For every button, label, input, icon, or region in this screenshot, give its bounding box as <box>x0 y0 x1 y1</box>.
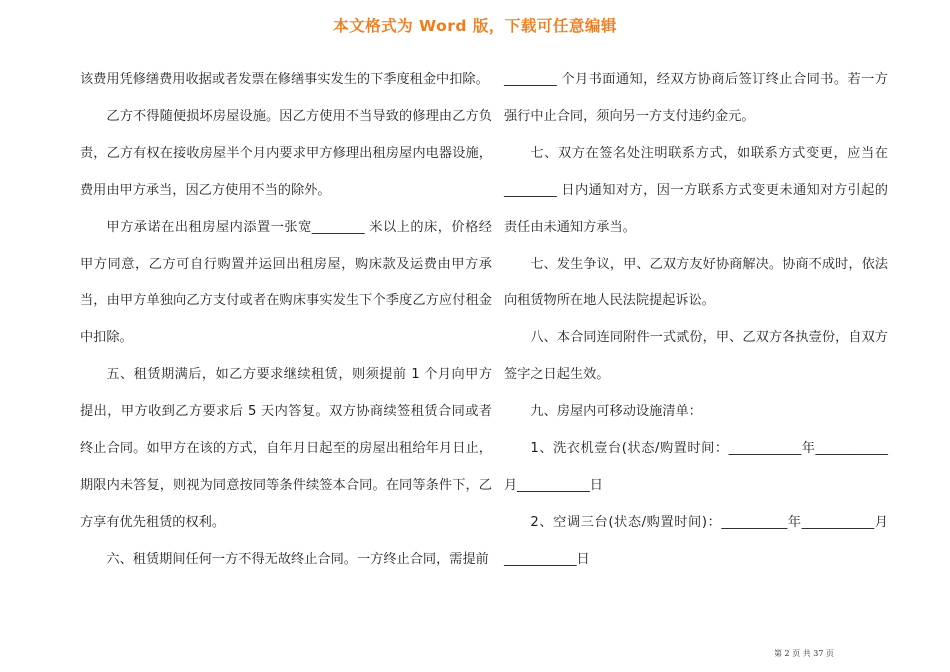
paragraph: 七、发生争议，甲、乙双方友好协商解决。协商不成时，依法向租赁物所在地人民法院提起诉讼。 <box>504 256 888 309</box>
paragraph: ________ 个月书面通知，经双方协商后签订终止合同书。若一方强行中止合同，须向另一方支付违约金元。 <box>504 72 888 124</box>
page-number: 第 2 页 共 37 页 <box>774 649 834 658</box>
paragraph: 甲方承诺在出租房屋内添置一张宽________ 米以上的床，价格经甲方同意，乙方可自行购置并运回出租房屋，购床款及运费由甲方承当，由甲方单独向乙方支付或者在购床事实发生下个季度乙方应付租金中扣除。 <box>80 219 492 346</box>
paragraph: 五、租赁期满后，如乙方要求继续租赁，则须提前 1 个月向甲方提出，甲方收到乙方要求后 5 天内答复。双方协商续签租赁合同或者终止合同。如甲方在该的方式，自年月日起至的房屋出租给年月日止，期限内未答复，则视为同意按同等条件续签本合同。在同等条件下，乙方享有优先租赁的权利。 <box>80 367 492 530</box>
paragraph: 六、租赁期间任何一方不得无故终止合同。一方终止合同，需提前 <box>106 551 489 567</box>
editable-format-banner: 本文格式为 Word 版，下载可任意编辑 <box>333 17 617 35</box>
paragraph: 1、洗衣机壹台(状态/购置时间：___________年___________月___________日 <box>504 441 888 493</box>
paragraph: 乙方不得随便损坏房屋设施。因乙方使用不当导致的修理由乙方负责，乙方有权在接收房屋半个月内要求甲方修理出租房屋内电器设施，费用由甲方承当，因乙方使用不当的除外。 <box>80 108 492 198</box>
right-text-column <box>504 62 888 579</box>
left-text-column <box>80 62 492 579</box>
paragraph: 七、双方在签名处注明联系方式，如联系方式变更，应当在________ 日内通知对方，因一方联系方式变更未通知对方引起的责任由未通知方承当。 <box>504 145 888 235</box>
paragraph: 八、本合同连同附件一式贰份，甲、乙双方各执壹份，自双方签字之日起生效。 <box>504 330 888 383</box>
paragraph: 九、房屋内可移动设施清单： <box>530 404 702 420</box>
paragraph: 2、空调三台(状态/购置时间)：__________年___________月___________日 <box>504 514 888 567</box>
paragraph: 该费用凭修缮费用收据或者发票在修缮事实发生的下季度租金中扣除。 <box>80 72 489 87</box>
